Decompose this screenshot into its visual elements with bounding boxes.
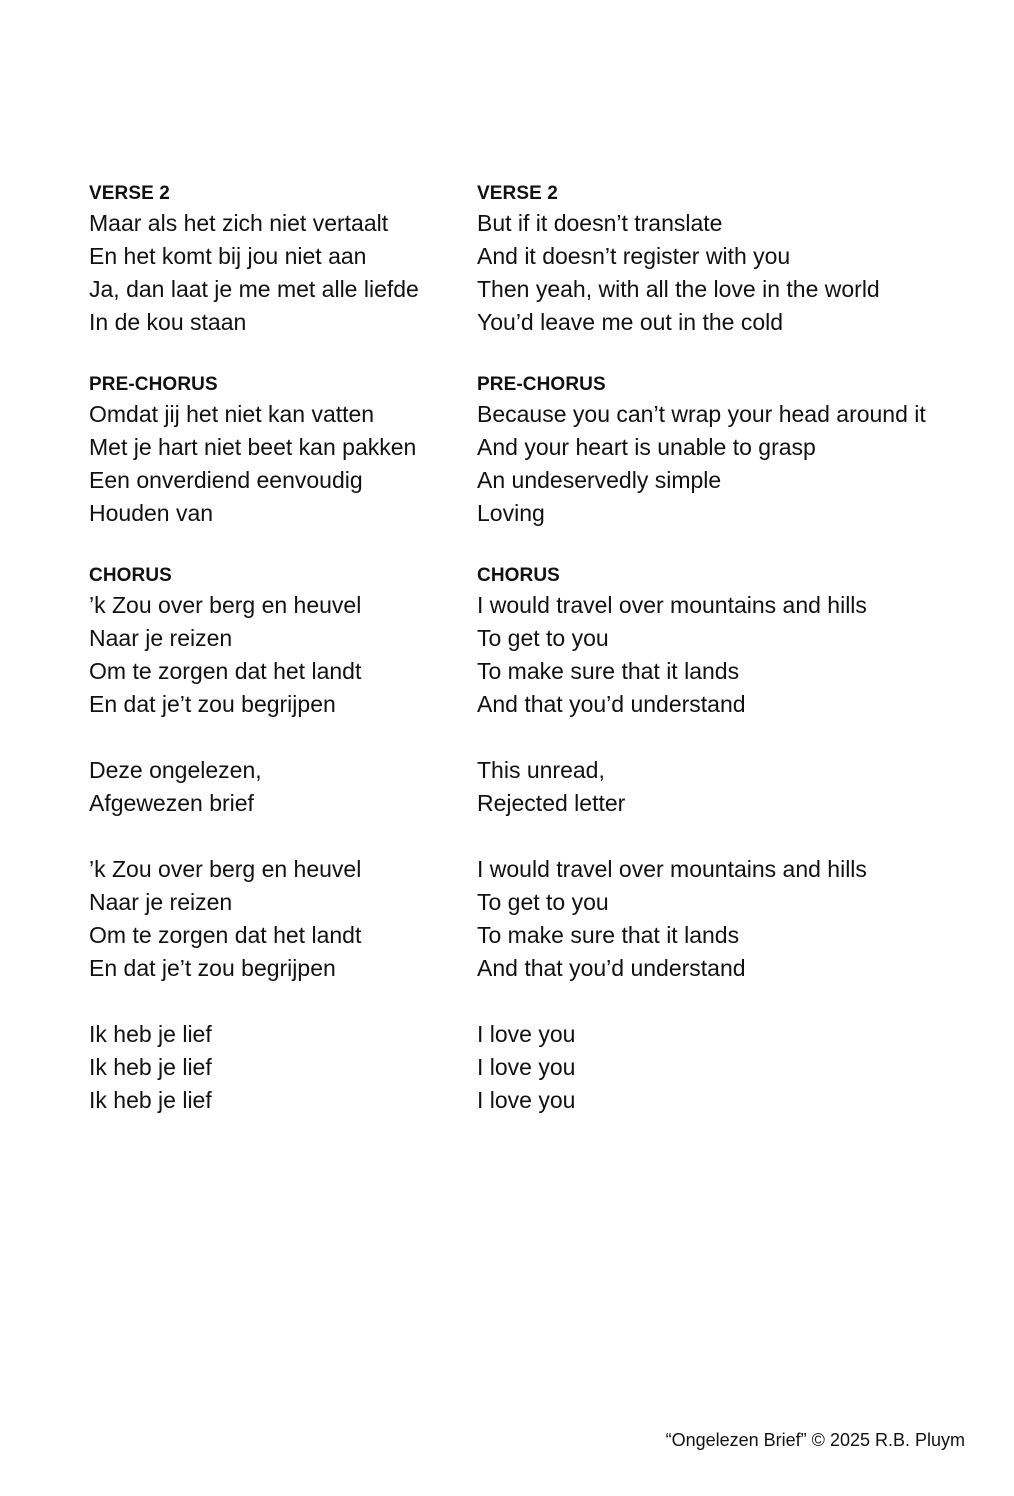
- lyric-line: Met je hart niet beet kan pakken: [89, 434, 417, 460]
- lyric-line: To get to you: [477, 889, 609, 915]
- dutch-chorus-stanza-4: [89, 1018, 509, 1117]
- lyric-line: To get to you: [477, 625, 609, 651]
- english-chorus-stanza-2: [477, 754, 977, 820]
- lyric-line: Deze ongelezen,: [89, 757, 262, 783]
- lyric-line: To make sure that it lands: [477, 922, 740, 948]
- lyric-line: I love you: [477, 1054, 576, 1080]
- lyric-line: Afgewezen brief: [89, 790, 254, 816]
- lyric-line: En dat je’t zou begrijpen: [89, 691, 336, 717]
- lyric-line: En dat je’t zou begrijpen: [89, 955, 336, 981]
- lyric-line: ’k Zou over berg en heuvel: [89, 856, 362, 882]
- section-heading: PRE-CHORUS: [89, 374, 218, 395]
- lyric-line: Een onverdiend eenvoudig: [89, 467, 363, 493]
- english-chorus-stanza-4: [477, 1018, 977, 1117]
- lyric-line: Rejected letter: [477, 790, 626, 816]
- section-heading: PRE-CHORUS: [477, 374, 606, 395]
- lyric-line: And it doesn’t register with you: [477, 243, 791, 269]
- lyric-line: ’k Zou over berg en heuvel: [89, 592, 362, 618]
- lyric-line: Om te zorgen dat het landt: [89, 658, 362, 684]
- lyric-line: Ja, dan laat je me met alle liefde: [89, 276, 419, 302]
- english-pre-chorus: [477, 372, 977, 530]
- english-lyrics-column: [477, 181, 977, 1117]
- lyric-line: And that you’d understand: [477, 691, 746, 717]
- lyric-line: In de kou staan: [89, 309, 247, 335]
- section-heading: CHORUS: [477, 565, 560, 586]
- lyric-line: I love you: [477, 1021, 576, 1047]
- section-heading: VERSE 2: [89, 183, 170, 204]
- dutch-chorus: [89, 563, 509, 721]
- lyric-line: Maar als het zich niet vertaalt: [89, 210, 389, 236]
- lyric-line: Houden van: [89, 500, 214, 526]
- lyric-line: You’d leave me out in the cold: [477, 309, 784, 335]
- english-verse-2: [477, 181, 977, 339]
- lyric-line: An undeservedly simple: [477, 467, 722, 493]
- lyric-line: This unread,: [477, 757, 605, 783]
- english-chorus-stanza-3: [477, 853, 977, 985]
- lyric-line: And your heart is unable to grasp: [477, 434, 816, 460]
- lyric-line: Because you can’t wrap your head around it: [477, 401, 926, 427]
- lyric-line: Naar je reizen: [89, 889, 233, 915]
- dutch-chorus-stanza-3: [89, 853, 509, 985]
- lyric-line: Ik heb je lief: [89, 1021, 212, 1047]
- lyric-line: Then yeah, with all the love in the world: [477, 276, 880, 302]
- lyric-line: But if it doesn’t translate: [477, 210, 723, 236]
- english-chorus: [477, 563, 977, 721]
- lyric-line: Om te zorgen dat het landt: [89, 922, 362, 948]
- lyric-line: To make sure that it lands: [477, 658, 740, 684]
- lyric-line: Ik heb je lief: [89, 1054, 212, 1080]
- lyric-line: I would travel over mountains and hills: [477, 856, 867, 882]
- section-heading: VERSE 2: [477, 183, 558, 204]
- dutch-lyrics-column: [89, 181, 509, 1117]
- lyric-line: Ik heb je lief: [89, 1087, 212, 1113]
- copyright-footer: “Ongelezen Brief” © 2025 R.B. Pluym: [665, 1430, 965, 1450]
- section-heading: CHORUS: [89, 565, 172, 586]
- dutch-verse-2: [89, 181, 509, 339]
- lyric-line: I would travel over mountains and hills: [477, 592, 867, 618]
- dutch-pre-chorus: [89, 372, 509, 530]
- lyric-line: En het komt bij jou niet aan: [89, 243, 367, 269]
- lyric-line: Naar je reizen: [89, 625, 233, 651]
- lyric-line: Omdat jij het niet kan vatten: [89, 401, 375, 427]
- lyric-line: And that you’d understand: [477, 955, 746, 981]
- lyric-line: I love you: [477, 1087, 576, 1113]
- lyric-line: Loving: [477, 500, 545, 526]
- dutch-chorus-stanza-2: [89, 754, 509, 820]
